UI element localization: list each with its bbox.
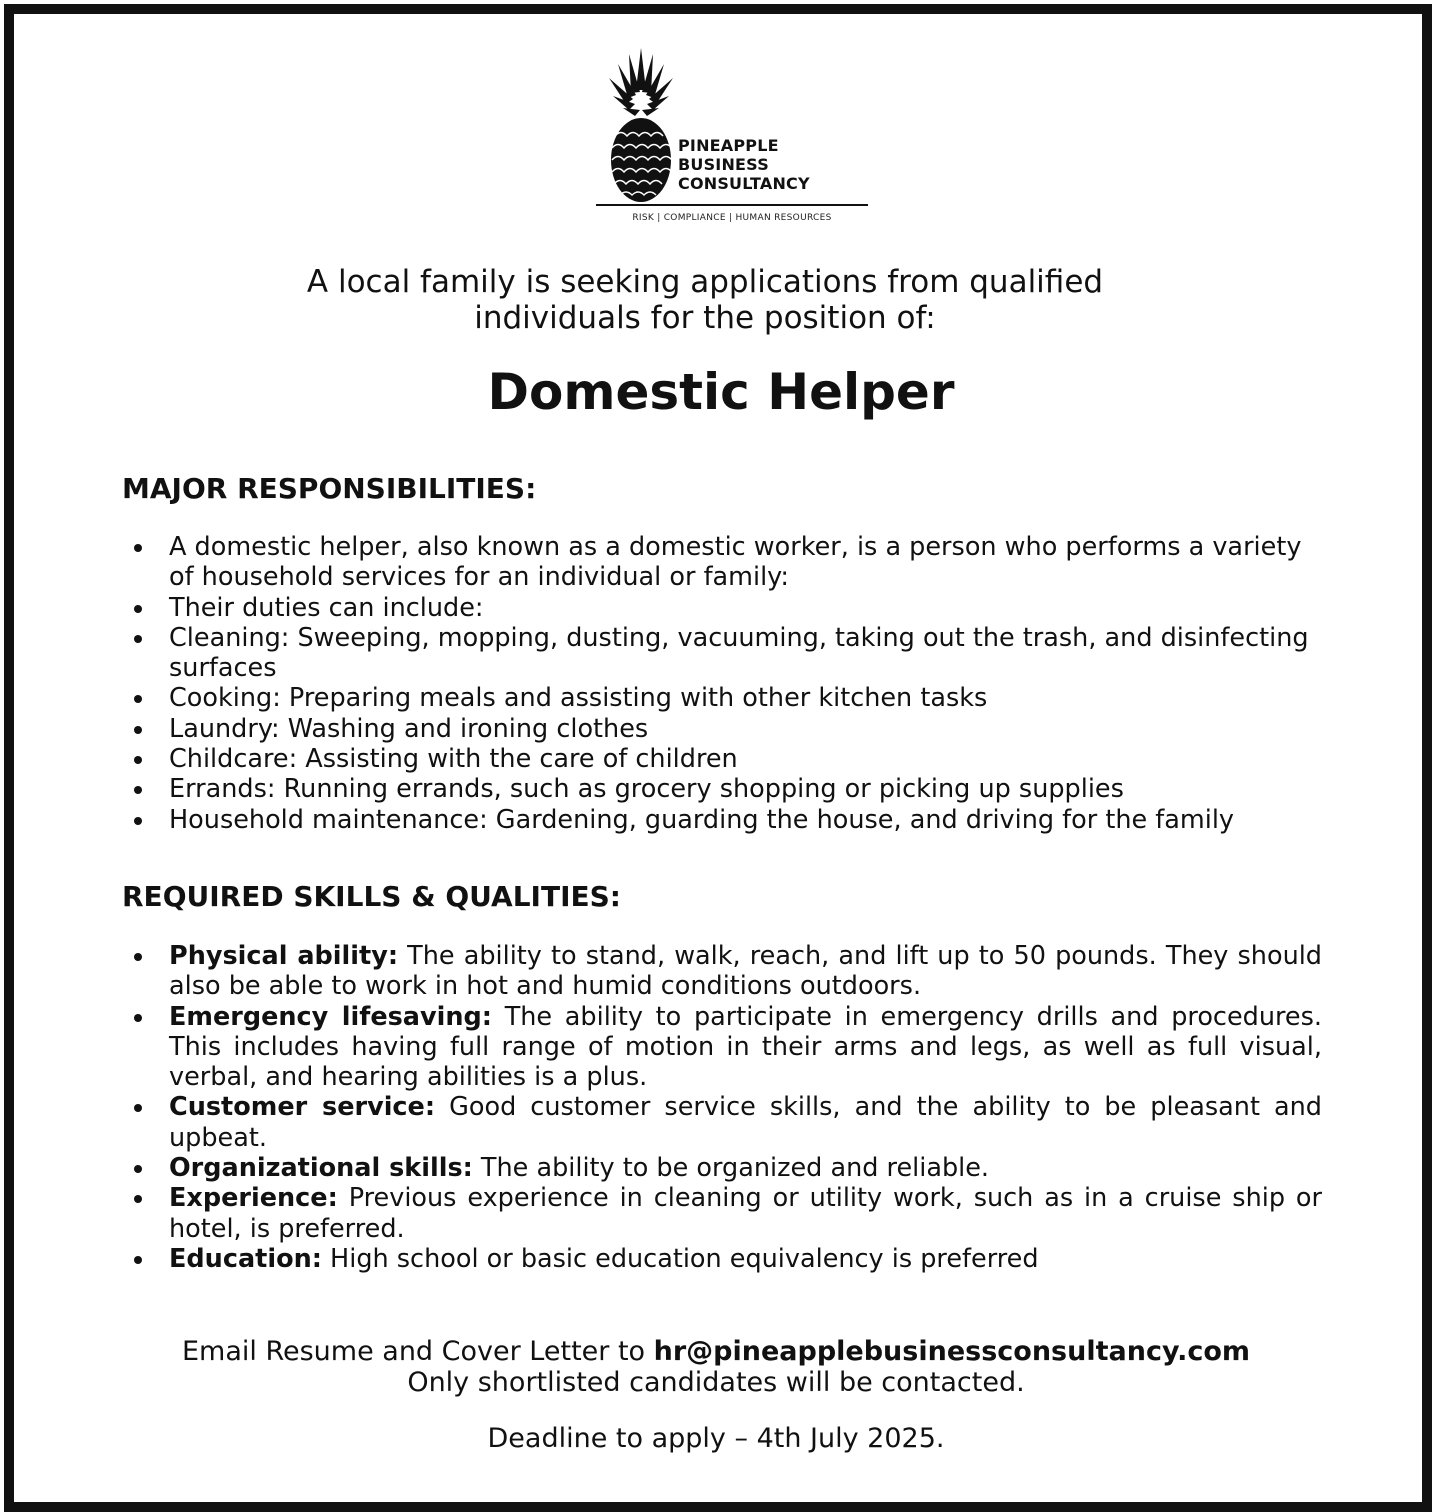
shortlist-note: Only shortlisted candidates will be contacted. [407, 1367, 1025, 1398]
skills-heading: REQUIRED SKILLS & QUALITIES: [122, 880, 621, 913]
bullet-icon [134, 635, 142, 643]
bullet-icon [134, 756, 142, 764]
logo-line-3: CONSULTANCY [678, 174, 810, 193]
list-item: Laundry: Washing and ironing clothes [122, 714, 1322, 744]
list-item: Cleaning: Sweeping, mopping, dusting, vacuuming, taking out the trash, and disinfecting surfaces [122, 623, 1322, 684]
bullet-icon [134, 817, 142, 825]
skill-label: Emergency lifesaving: [169, 1001, 492, 1032]
list-item: Experience: Previous experience in cleaning or utility work, such as in a cruise ship or hotel, is preferred. [122, 1183, 1322, 1244]
list-item: Household maintenance: Gardening, guarding the house, and driving for the family [122, 805, 1322, 835]
intro-line-1: A local family is seeking applications from qualified [306, 264, 1104, 300]
list-item: Childcare: Assisting with the care of children [122, 744, 1322, 774]
skill-label: Education: [169, 1243, 322, 1274]
skills-list [122, 941, 1322, 1274]
intro-text [200, 264, 1210, 336]
list-item: Cooking: Preparing meals and assisting with other kitchen tasks [122, 683, 1322, 713]
intro-line-2: individuals for the position of: [474, 300, 936, 336]
list-item: Customer service: Good customer service skills, and the ability to be pleasant and upbeat. [122, 1092, 1322, 1153]
deadline-text: Deadline to apply – 4th July 2025. [487, 1423, 945, 1454]
logo-line-2: BUSINESS [678, 155, 769, 174]
bullet-icon [134, 1195, 142, 1203]
bullet-icon [134, 1256, 142, 1264]
skill-label: Organizational skills: [169, 1153, 473, 1184]
bullet-icon [134, 953, 142, 961]
list-item: Emergency lifesaving: The ability to participate in emergency drills and procedures. This includes having full range of motion in their arms and legs, as well as full visual, verbal, and hearing abilities is a plus. [122, 1002, 1322, 1093]
list-item: Physical ability: The ability to stand, walk, reach, and lift up to 50 pounds. They should also be able to work in hot and humid conditions outdoors. [122, 941, 1322, 1002]
logo-divider [596, 204, 868, 206]
email-prefix: Email Resume and Cover Letter to [181, 1336, 654, 1367]
logo-tagline: RISK | COMPLIANCE | HUMAN RESOURCES [632, 213, 832, 223]
skill-label: Experience: [169, 1183, 338, 1214]
list-item: Education: High school or basic education equivalency is preferred [122, 1244, 1322, 1274]
skill-label: Physical ability: [169, 941, 399, 971]
list-item: A domestic helper, also known as a domestic worker, is a person who performs a variety of household services for an individual or family: [122, 532, 1322, 593]
bullet-icon [134, 1014, 142, 1022]
list-item: Errands: Running errands, such as grocery shopping or picking up supplies [122, 774, 1322, 804]
responsibilities-heading: MAJOR RESPONSIBILITIES: [122, 472, 537, 505]
job-title: Domestic Helper [487, 363, 955, 421]
bullet-icon [134, 1165, 142, 1173]
email-address-link[interactable]: hr@pineapplebusinessconsultancy.com [653, 1336, 1251, 1367]
logo-line-1: PINEAPPLE [678, 136, 779, 155]
list-item: Organizational skills: The ability to be organized and reliable. [122, 1153, 1322, 1183]
bullet-icon [134, 786, 142, 794]
apply-instructions [100, 1336, 1332, 1367]
bullet-icon [134, 726, 142, 734]
logo-wordmark [678, 136, 810, 193]
skill-label: Customer service: [169, 1092, 436, 1123]
bullet-icon [134, 544, 142, 552]
responsibilities-list [122, 532, 1322, 835]
bullet-icon [134, 1104, 142, 1112]
list-item: Their duties can include: [122, 593, 1322, 623]
bullet-icon [134, 605, 142, 613]
bullet-icon [134, 695, 142, 703]
